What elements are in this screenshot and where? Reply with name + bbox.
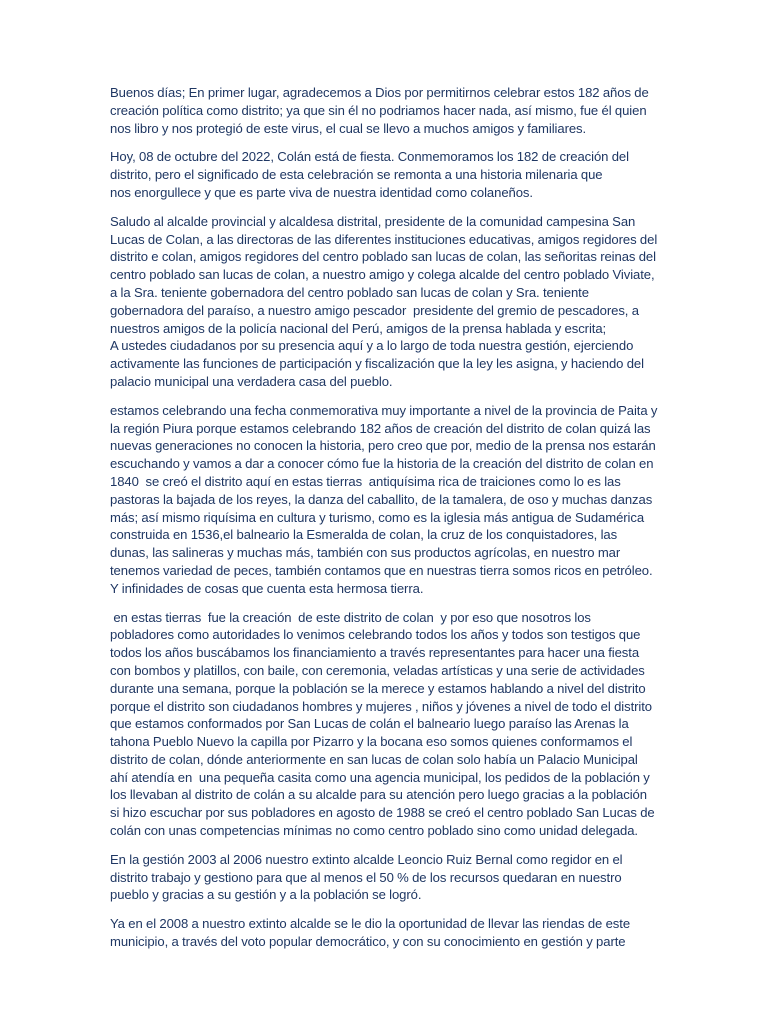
paragraph-greeting: Buenos días; En primer lugar, agradecemos a Dios por permitirnos celebrar estos 182 años de creación política como distrito; ya que sin él no podriamos hacer nada, así mismo, fue él quien nos libro y nos protegió de este virus, el cual se llevo a muchos amigos y familiares. <box>110 85 653 136</box>
paragraph-history: en estas tierras fue la creación de este distrito de colan y por eso que nosotros los pobladores como autoridades lo venimos celebrando todos los años y todos son testigos que todos los años buscábamos los financiamiento a través representantes para hacer una fiesta con bombos y platillos, con baile, con ceremonia, veladas artísticas y una serie de actividades durante una semana, porque la población se la merece y estamos hablando a nivel del distrito porque el distrito son ciudadanos hombres y mujeres , niños y jóvenes a nivel de todo el distrito que estamos conformados por San Lucas de colán el balneario luego paraíso las Arenas la tahona Pueblo Nuevo la capilla por Pizarro y la bocana eso somos quienes conformamos el distrito de colan, dónde anteriormente en san lucas de colan solo había un Palacio Municipal ahí atendía en una pequeña casita como una agencia municipal, los pedidos de la población y los llevaban al distrito de colán a su alcalde para su atención pero luego gracias a la población si hizo escuchar por sus pobladores en agosto de 1988 se creó el centro poblado San Lucas de colán con unas competencias mínimas no como centro poblado sino como unidad delegada. <box>110 609 658 839</box>
paragraph-management: En la gestión 2003 al 2006 nuestro extinto alcalde Leoncio Ruiz Bernal como regidor en el distrito trabajo y gestiono para que al menos el 50 % de los recursos quedaran en nuestro pueblo y gracias a su gestión y a la población se logró. <box>110 851 626 903</box>
paragraph-salutations: Saludo al alcalde provincial y alcaldesa distrital, presidente de la comunidad campesina San Lucas de Colan, a las directoras de las diferentes instituciones educativas, amigos regidores del distrito e colan, amigos regidores del centro poblado san lucas de colan, las señoritas reinas del centro poblado san lucas de colan, a nuestro amigo y colega alcalde del centro poblado Viviate, a la Sra. teniente gobernadora del centro poblado san lucas de colan y Sra. teniente gobernadora del paraíso, a nuestro amigo pescador presidente del gremio de pescadores, a nuestros amigos de la policía nacional del Perú, amigos de la prensa hablada y escrita; A ustedes ciudadanos por su presencia aquí y a lo largo de toda nuestra gestión, ejerciendo activamente las funciones de participación y fiscalización que la ley les asigna, y haciendo del palacio municipal una verdadera casa del pueblo. <box>110 213 658 389</box>
document-body <box>110 84 661 962</box>
paragraph-2008: Ya en el 2008 a nuestro extinto alcalde se le dio la oportunidad de llevar las riendas de este municipio, a través del voto popular democrático, y con su conocimiento en gestión y parte <box>110 916 634 950</box>
paragraph-celebration: estamos celebrando una fecha conmemorativa muy importante a nivel de la provincia de Paita y la región Piura porque estamos celebrando 182 años de creación del distrito de colan quizá las nuevas generaciones no conocen la historia, pero creo que por, medio de la prensa nos estarán escuchando y vamos a dar a conocer cómo fue la historia de la creación del distrito de colan en 1840 se creó el distrito aquí en estas tierras antiquísima rica de traiciones como lo es las pastoras la bajada de los reyes, la danza del caballito, de la tamalera, de oso y muchas danzas más; así mismo riquísima en cultura y turismo, como es la iglesia más antigua de Sudamérica construida en 1536,el balneario la Esmeralda de colan, la cruz de los conquistadores, las dunas, las salineras y muchas más, también con sus productos agrícolas, en nuestro mar tenemos variedad de peces, también contamos que en nuestras tierra somos ricos en petróleo. Y infinidades de cosas que cuenta esta hermosa tierra. <box>110 402 661 596</box>
paragraph-date: Hoy, 08 de octubre del 2022, Colán está de fiesta. Conmemoramos los 182 de creación del distrito, pero el significado de esta celebración se remonta a una historia milenaria que nos enorgullece y que es parte viva de nuestra identidad como colaneños. <box>110 149 629 200</box>
